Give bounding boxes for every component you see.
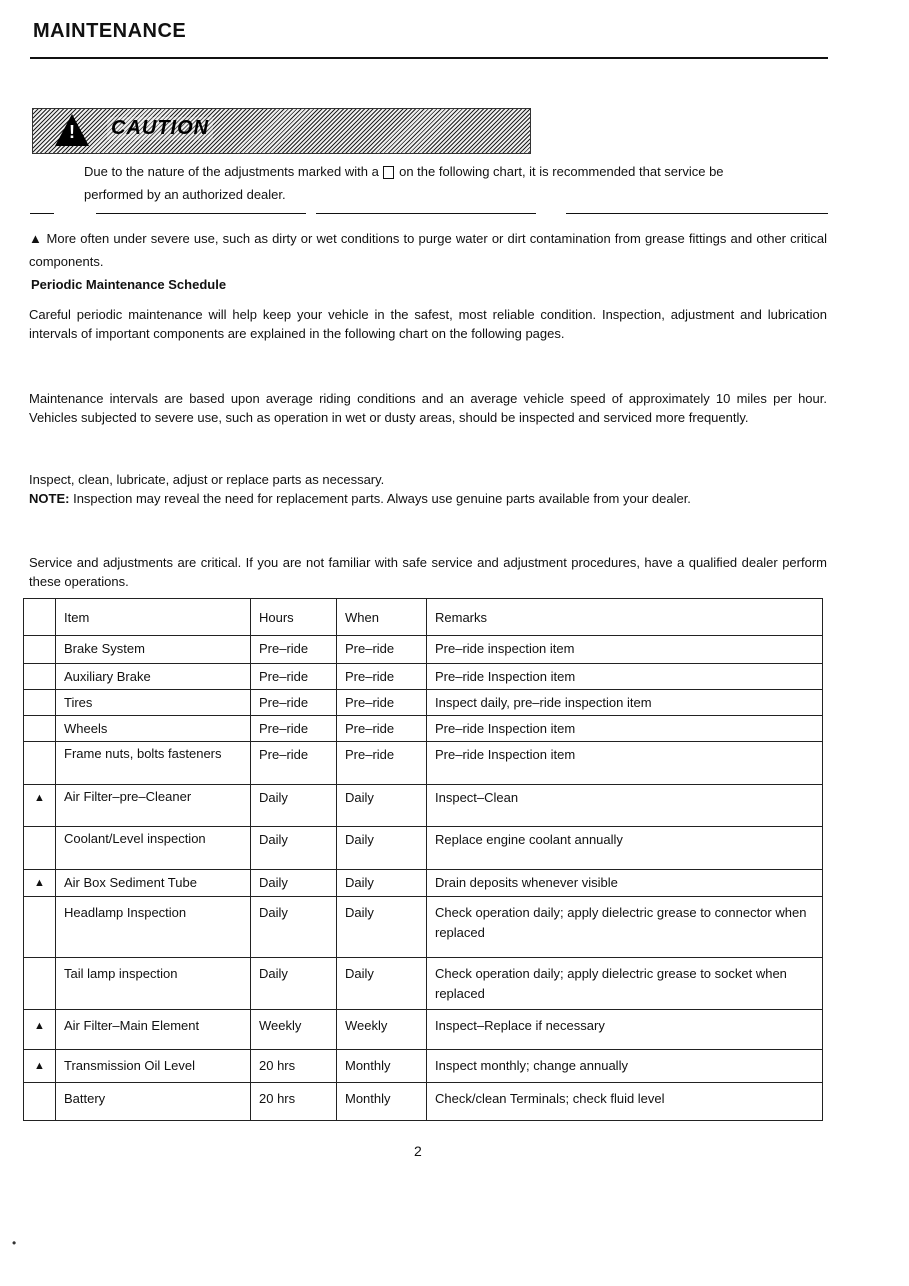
when-cell: Pre–ride xyxy=(337,742,427,785)
severe-use-mark: ▲ xyxy=(24,785,56,827)
hours-cell: Weekly xyxy=(251,1010,337,1050)
table-row xyxy=(24,1010,823,1050)
item-cell: Transmission Oil Level xyxy=(56,1050,251,1083)
dealer-box-icon xyxy=(383,166,394,179)
divider xyxy=(30,213,54,214)
severe-use-mark xyxy=(24,742,56,785)
page-number: 2 xyxy=(414,1143,422,1159)
remarks-cell: Inspect daily, pre–ride inspection item xyxy=(427,690,823,716)
scan-artifact: • xyxy=(12,1236,17,1250)
maintenance-table xyxy=(23,598,823,1121)
hours-cell: Daily xyxy=(251,870,337,897)
table-row xyxy=(24,664,823,690)
schedule-intervals: Maintenance intervals are based upon average riding conditions and an average vehicle speed of approximately 10 miles per hour. Vehicles subjected to severe use, such as operation in wet or dusty areas, should be inspected and serviced more frequently. xyxy=(29,391,827,425)
remarks-cell: Pre–ride Inspection item xyxy=(427,742,823,785)
column-header: Item xyxy=(56,599,251,636)
item-cell: Tires xyxy=(56,690,251,716)
when-cell: Daily xyxy=(337,827,427,870)
item-cell: Battery xyxy=(56,1083,251,1121)
column-header: Hours xyxy=(251,599,337,636)
when-cell: Daily xyxy=(337,785,427,827)
caution-text xyxy=(84,160,784,206)
when-cell: Pre–ride xyxy=(337,636,427,664)
schedule-note xyxy=(29,489,827,508)
item-cell: Headlamp Inspection xyxy=(56,897,251,958)
page-title: MAINTENANCE xyxy=(33,20,187,42)
hours-cell: Daily xyxy=(251,897,337,958)
when-cell: Daily xyxy=(337,897,427,958)
severe-use-mark xyxy=(24,664,56,690)
item-cell: Air Filter–Main Element xyxy=(56,1010,251,1050)
remarks-cell: Check operation daily; apply dielectric grease to connector when replaced xyxy=(427,897,823,958)
table-row xyxy=(24,1050,823,1083)
severe-use-mark xyxy=(24,897,56,958)
note-text: Inspection may reveal the need for replacement parts. Always use genuine parts available from your dealer. xyxy=(73,491,691,506)
hours-cell: 20 hrs xyxy=(251,1050,337,1083)
when-cell: Daily xyxy=(337,870,427,897)
caution-banner xyxy=(32,108,531,154)
table-row xyxy=(24,742,823,785)
note-label: NOTE: xyxy=(29,491,70,506)
table-row xyxy=(24,716,823,742)
severe-use-mark: ▲ xyxy=(24,870,56,897)
remarks-cell: Drain deposits whenever visible xyxy=(427,870,823,897)
when-cell: Pre–ride xyxy=(337,716,427,742)
table-row xyxy=(24,690,823,716)
divider xyxy=(96,213,306,214)
item-cell: Brake System xyxy=(56,636,251,664)
item-cell: Tail lamp inspection xyxy=(56,958,251,1010)
title-divider xyxy=(30,57,828,59)
remarks-cell: Inspect–Replace if necessary xyxy=(427,1010,823,1050)
caution-text-before: Due to the nature of the adjustments marked with a xyxy=(84,164,379,179)
table-row xyxy=(24,785,823,827)
divider xyxy=(566,213,828,214)
hours-cell: Pre–ride xyxy=(251,742,337,785)
item-cell: Coolant/Level inspection xyxy=(56,827,251,870)
item-cell: Frame nuts, bolts fasteners xyxy=(56,742,251,785)
divider xyxy=(316,213,536,214)
schedule-heading: Periodic Maintenance Schedule xyxy=(31,277,227,292)
column-header: When xyxy=(337,599,427,636)
severe-use-mark xyxy=(24,636,56,664)
table-row xyxy=(24,870,823,897)
caution-label: CAUTION xyxy=(107,117,213,140)
caution-text-after: on the following chart, it is recommended that service be performed by an authorized dealer. xyxy=(84,164,724,202)
when-cell: Pre–ride xyxy=(337,664,427,690)
remarks-cell: Pre–ride inspection item xyxy=(427,636,823,664)
remarks-cell: Pre–ride Inspection item xyxy=(427,716,823,742)
severe-use-note: ▲ More often under severe use, such as dirty or wet conditions to purge water or dirt contamination from grease fittings and other critical components. xyxy=(29,231,827,269)
severe-use-mark xyxy=(24,690,56,716)
schedule-service: Service and adjustments are critical. If you are not familiar with safe service and adjustment procedures, have a qualified dealer perform these operations. xyxy=(29,555,827,589)
table-row xyxy=(24,636,823,664)
when-cell: Weekly xyxy=(337,1010,427,1050)
hours-cell: Pre–ride xyxy=(251,716,337,742)
hours-cell: Pre–ride xyxy=(251,636,337,664)
item-cell: Wheels xyxy=(56,716,251,742)
severe-use-mark xyxy=(24,958,56,1010)
table-row xyxy=(24,958,823,1010)
hours-cell: Daily xyxy=(251,827,337,870)
when-cell: Monthly xyxy=(337,1050,427,1083)
hours-cell: Daily xyxy=(251,958,337,1010)
hours-cell: 20 hrs xyxy=(251,1083,337,1121)
remarks-cell: Inspect monthly; change annually xyxy=(427,1050,823,1083)
severe-use-mark xyxy=(24,1083,56,1121)
hours-cell: Daily xyxy=(251,785,337,827)
column-header xyxy=(24,599,56,636)
remarks-cell: Replace engine coolant annually xyxy=(427,827,823,870)
when-cell: Daily xyxy=(337,958,427,1010)
warning-triangle-icon: ! xyxy=(55,114,89,146)
remarks-cell: Check/clean Terminals; check fluid level xyxy=(427,1083,823,1121)
item-cell: Auxiliary Brake xyxy=(56,664,251,690)
table-row xyxy=(24,827,823,870)
item-cell: Air Box Sediment Tube xyxy=(56,870,251,897)
severe-use-mark xyxy=(24,716,56,742)
severe-use-mark: ▲ xyxy=(24,1050,56,1083)
remarks-cell: Inspect–Clean xyxy=(427,785,823,827)
column-header: Remarks xyxy=(427,599,823,636)
when-cell: Pre–ride xyxy=(337,690,427,716)
severe-use-mark xyxy=(24,827,56,870)
hours-cell: Pre–ride xyxy=(251,690,337,716)
remarks-cell: Pre–ride Inspection item xyxy=(427,664,823,690)
schedule-intro: Careful periodic maintenance will help keep your vehicle in the safest, most reliable condition. Inspection, adjustment and lubrication intervals of important components are explained in the following chart on the following pages. xyxy=(29,307,827,341)
table-row xyxy=(24,897,823,958)
severe-use-mark: ▲ xyxy=(24,1010,56,1050)
remarks-cell: Check operation daily; apply dielectric grease to socket when replaced xyxy=(427,958,823,1010)
item-cell: Air Filter–pre–Cleaner xyxy=(56,785,251,827)
table-header-row xyxy=(24,599,823,636)
when-cell: Monthly xyxy=(337,1083,427,1121)
table-row xyxy=(24,1083,823,1121)
hours-cell: Pre–ride xyxy=(251,664,337,690)
schedule-inspect: Inspect, clean, lubricate, adjust or replace parts as necessary. xyxy=(29,472,385,487)
